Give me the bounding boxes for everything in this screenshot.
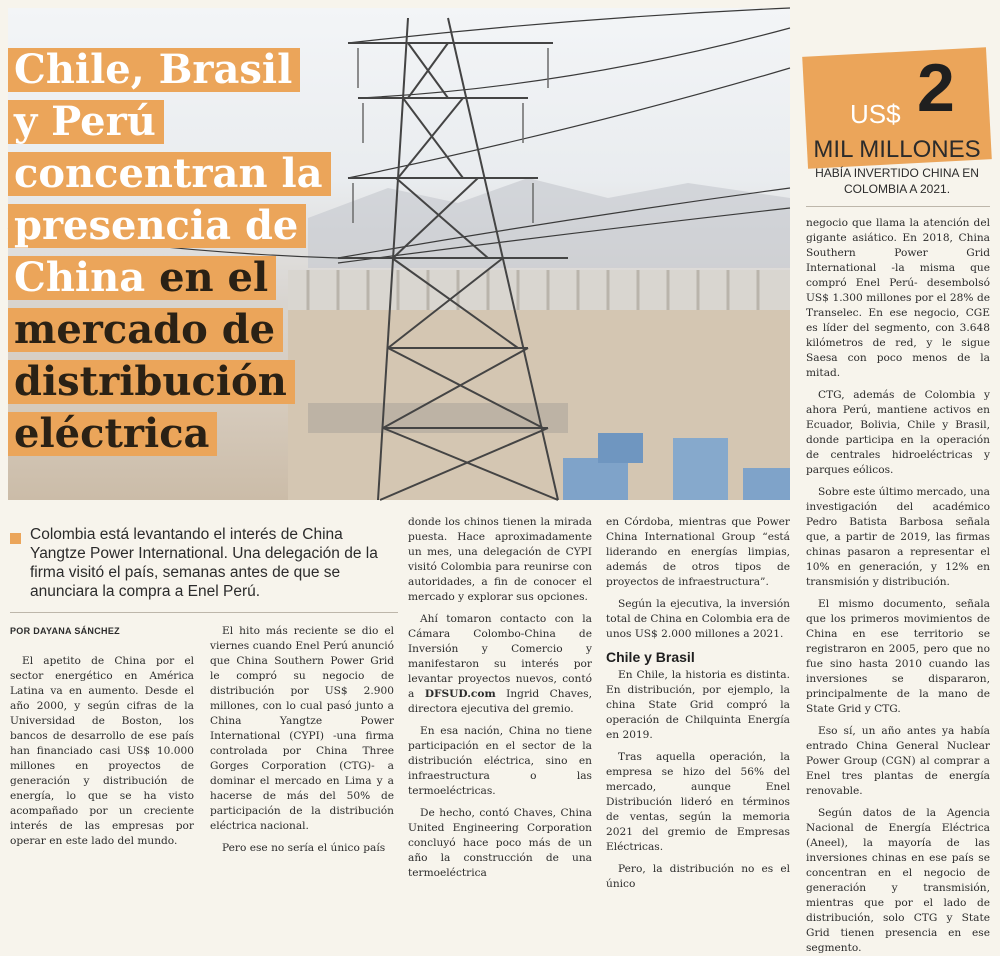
col3-paragraph-2 bbox=[408, 612, 592, 717]
headline-line-8: eléctrica bbox=[8, 412, 217, 456]
col1-paragraph-1: El apetito de China por el sector energético en América Latina va en aumento. Desde el año 2000, y según cifras de la Universidad de Boston, los bancos de desarrollo de ese país han financiado casi US$ 10.000 millones en proyectos de generación y distribución de energía, lo que se ha visto acompañado por un creciente interés de las empresas por operar en este lado del mundo. bbox=[10, 655, 194, 847]
stat-currency: US$ bbox=[850, 99, 901, 129]
lead-paragraph: Colombia está levantando el interés de China Yangtze Power International. Una delegación de la firma visitó el país, semanas antes de que se anunciara la compra a Enel Perú. bbox=[30, 526, 378, 600]
source-link[interactable]: DFSUD.com bbox=[424, 688, 496, 700]
lead-divider bbox=[10, 612, 398, 613]
stat-number: 2 bbox=[917, 50, 955, 126]
headline-line-5-dark: en el bbox=[159, 254, 269, 301]
headline-line-1: Chile, Brasil bbox=[8, 48, 300, 92]
column-3 bbox=[408, 515, 592, 881]
col3-p2-text-a: Ahí tomaron contacto con la Cámara Colombo-China de Inversión y Comercio y manifestaron su interés por levantar proyectos nuevos, contó a bbox=[408, 613, 592, 700]
col5-paragraph-5: Eso sí, un año antes ya había entrado China General Nuclear Power Group (CGN) al comprar a Enel tres plantas de energía renovable. bbox=[806, 725, 990, 797]
col4-paragraph-5: Pero, la distribución no es el único bbox=[606, 863, 790, 890]
col5-paragraph-2: CTG, además de Colombia y ahora Perú, mantiene activos en Ecuador, Bolivia, Chile y Brasil, donde participa en la operación de centrales hidroeléctricas y parques eólicos. bbox=[806, 389, 990, 476]
column-2 bbox=[210, 624, 394, 856]
headline-line-2: y Perú bbox=[8, 100, 164, 144]
headline-line-6: mercado de bbox=[8, 308, 283, 352]
col5-paragraph-4: El mismo documento, señala que los primeros movimientos de China en ese territorio se registraron en 2005, pero que no fue sino hasta 2010 cuando las inversiones se dispararon, principalmente de la mano de State Grid y CTG. bbox=[806, 598, 990, 715]
col2-paragraph-2: Pero ese no sería el único país bbox=[222, 842, 386, 854]
headline-line-5-white: China bbox=[14, 254, 146, 301]
subhead-chile-brasil: Chile y Brasil bbox=[606, 649, 695, 665]
stat-caption: HABÍA INVERTIDO CHINA EN COLOMBIA A 2021. bbox=[815, 166, 979, 196]
col5-paragraph-6: Según datos de la Agencia Nacional de Energía Eléctrica (Aneel), la mayoría de las inversiones chinas en ese país se concentran en el negocio de generación y transmisión, mientras que por el lado de distribución, solo CTG y State Grid tienen presencia en ese segmento. bbox=[806, 807, 990, 954]
column-4 bbox=[606, 515, 790, 892]
stat-highlight bbox=[805, 52, 989, 164]
column-5 bbox=[806, 216, 990, 956]
headline-line-4: presencia de bbox=[8, 204, 306, 248]
col3-paragraph-4: De hecho, contó Chaves, China United Engineering Corporation concluyó hace poco más de un año la construcción de una termoeléctrica bbox=[408, 807, 592, 879]
col5-paragraph-3: Sobre este último mercado, una investigación del académico Pedro Batista Barbosa señala que, a partir de 2019, las firmas chinas pasaron a representar el 10% en generación, y 12% en transmisión y distribución. bbox=[806, 486, 990, 588]
byline: POR DAYANA SÁNCHEZ bbox=[10, 626, 120, 636]
column-1 bbox=[10, 654, 194, 849]
headline-line-3: concentran la bbox=[8, 152, 331, 196]
col5-paragraph-1: negocio que llama la atención del gigante asiático. En 2018, China Southern Power Grid International -la misma que compró Enel Perú- desembolsó US$ 1.300 millones por el 28% de Transelec. En ese negocio, CGE es líder del segmento, con 3.648 kilómetros de red, y le sigue Saesa con poco menos de la mitad. bbox=[806, 217, 990, 379]
col2-paragraph-1: El hito más reciente se dio el viernes cuando Enel Perú anunció que China Southern Power Grid le compró su negocio de distribución por US$ 2.900 millones, con lo cual pasó junto a China Yangtze Power International (CYPI) -una firma controlada por China Three Gorges Corporation (CTG)- a dominar el mercado en Lima y a hacerse de más del 50% de participación de la distribución eléctrica nacional. bbox=[210, 625, 394, 832]
headline-line-7: distribución bbox=[8, 360, 295, 404]
col3-paragraph-3: En esa nación, China no tiene participación en el sector de la distribución eléctrica, sino en infraestructura o las termoeléctricas. bbox=[408, 725, 592, 797]
col4-paragraph-3: En Chile, la historia es distinta. En distribución, por ejemplo, la china State Grid compró la operación de Chilquinta Energía en 2019. bbox=[606, 669, 790, 741]
stat-divider bbox=[806, 206, 990, 207]
stat-unit: MIL MILLONES bbox=[813, 136, 981, 163]
col4-paragraph-4: Tras aquella operación, la empresa se hizo del 56% del mercado, aunque Enel Distribución lideró en términos de ventas, según la memoria 2021 del gremio de Empresas Eléctricas. bbox=[606, 751, 790, 853]
col3-paragraph-1: donde los chinos tienen la mirada puesta. Hace aproximadamente un mes, una delegación de CYPI visitó Colombia para reunirse con autoridades, a fin de conocer el mercado y explorar sus opciones. bbox=[408, 516, 592, 603]
headline-line-5 bbox=[8, 256, 276, 300]
col4-paragraph-1: en Córdoba, mientras que Power China International Group “está liderando en energías limpias, además de otros tipos de proyectos de infraestructura”. bbox=[606, 516, 790, 588]
col4-paragraph-2: Según la ejecutiva, la inversión total de China en Colombia era de unos US$ 2.000 millones a 2021. bbox=[606, 598, 790, 640]
col3-p2-text-b: Ingrid Chaves, directora ejecutiva del gremio. bbox=[408, 688, 592, 715]
headline bbox=[8, 48, 331, 464]
lead-bullet-icon bbox=[10, 533, 21, 544]
